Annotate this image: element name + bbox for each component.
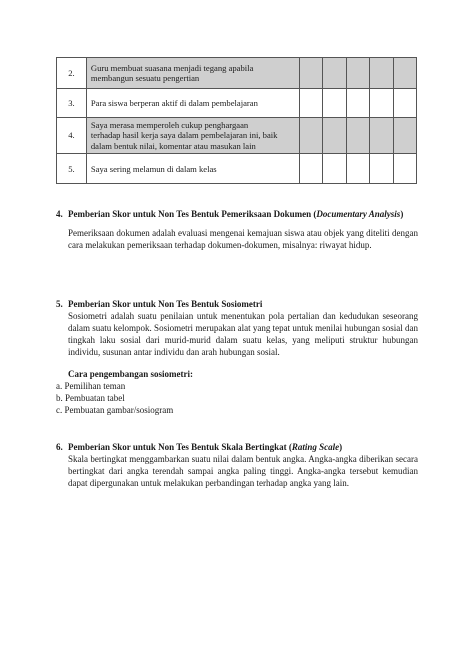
rating-cell[interactable] (393, 118, 416, 154)
rating-cell[interactable] (346, 154, 369, 184)
list-item: c. Pembuatan gambar/sosiogram (56, 405, 174, 415)
section-sosiometri (56, 298, 418, 416)
statement-line: Guru membuat suasana menjadi tegang apabila (90, 62, 254, 73)
rating-cell[interactable] (300, 154, 323, 184)
rating-cell[interactable] (323, 118, 346, 154)
section-body: Pemeriksaan dokumen adalah evaluasi mengenai kemajuan siswa atau objek yang diteliti dengan cara melakukan pemeriksaan terhadap dokumen-dokumen, misalnya: riwayat hidup. (68, 228, 418, 250)
rating-cell[interactable] (393, 58, 416, 89)
heading-text: Pemberian Skor untuk Non Tes Bentuk Skala Bertingkat ( (68, 442, 292, 452)
statement-line: Saya merasa memperoleh cukup penghargaan (90, 120, 249, 130)
section-body: Skala bertingkat menggambarkan suatu nilai dalam bentuk angka. Angka-angka diberikan secara bertingkat dari angka terendah sampai angka paling tinggi. Angka-angka tersebut kemudian dapat dipergunakan untuk melakukan perbandingan terhadap angka yang lain. (68, 454, 418, 488)
row-number: 4. (57, 118, 87, 154)
row-number: 2. (57, 58, 87, 89)
heading-text: Pemberian Skor untuk Non Tes Bentuk Pemeriksaan Dokumen ( (68, 209, 317, 219)
rating-cell[interactable] (346, 58, 369, 89)
heading-italic: Documentary Analysis (316, 209, 401, 219)
statement-line: dalam bentuk nilai, komentar atau masukan lain (90, 140, 256, 151)
rating-cell[interactable] (370, 154, 393, 184)
section-documentary-analysis (56, 208, 418, 251)
rating-cell[interactable] (370, 58, 393, 89)
row-statement (86, 58, 299, 89)
rating-cell[interactable] (323, 58, 346, 89)
section-heading (56, 298, 418, 310)
row-statement (86, 89, 299, 118)
table-row (57, 58, 417, 89)
table-row (57, 118, 417, 154)
heading-number: 5. (56, 299, 63, 309)
list-item: b. Pembuatan tabel (56, 393, 125, 403)
heading-close: ) (339, 442, 343, 452)
rating-cell[interactable] (393, 89, 416, 118)
rating-cell[interactable] (323, 154, 346, 184)
rating-cell[interactable] (346, 89, 369, 118)
statement-line: Saya sering melamun di dalam kelas (90, 163, 217, 174)
table-row (57, 154, 417, 184)
method-list (56, 380, 418, 416)
rating-cell[interactable] (300, 89, 323, 118)
heading-italic: Rating Scale (291, 442, 340, 452)
table-row (57, 89, 417, 118)
statement-line: Para siswa berperan aktif di dalam pembelajaran (90, 97, 258, 108)
questionnaire-table (56, 57, 417, 184)
heading-text: Pemberian Skor untuk Non Tes Bentuk Sosiometri (68, 299, 263, 309)
rating-cell[interactable] (346, 118, 369, 154)
row-statement (86, 154, 299, 184)
list-item: a. Pemilihan teman (56, 381, 126, 391)
statement-line: terhadap hasil kerja saya dalam pembelajaran ini, baik (90, 130, 278, 141)
heading-number: 4. (56, 209, 63, 219)
rating-cell[interactable] (323, 89, 346, 118)
section-heading (56, 208, 418, 220)
rating-cell[interactable] (300, 118, 323, 154)
section-body: Sosiometri adalah suatu penilaian untuk menentukan pola pertalian dan kedudukan seseorang dalam suatu kelompok. Sosiometri merupakan alat yang tepat untuk menilai hubungan sosial dan tingkah laku sosial dari murid-murid dalam suatu kelas, yang meliputi struktur hubungan individu, susunan antar individu dan arah hubungan sosial. (68, 311, 418, 357)
sub-heading: Cara pengembangan sosiometri: (68, 369, 193, 379)
statement-line: membangun sesuatu pengertian (90, 73, 200, 83)
section-heading (56, 441, 418, 453)
row-number: 5. (57, 154, 87, 184)
rating-cell[interactable] (393, 154, 416, 184)
row-number: 3. (57, 89, 87, 118)
heading-close: ) (400, 209, 404, 219)
rating-cell[interactable] (300, 58, 323, 89)
rating-cell[interactable] (370, 118, 393, 154)
rating-cell[interactable] (370, 89, 393, 118)
section-rating-scale (56, 441, 418, 489)
row-statement (86, 118, 299, 154)
heading-number: 6. (56, 442, 63, 452)
